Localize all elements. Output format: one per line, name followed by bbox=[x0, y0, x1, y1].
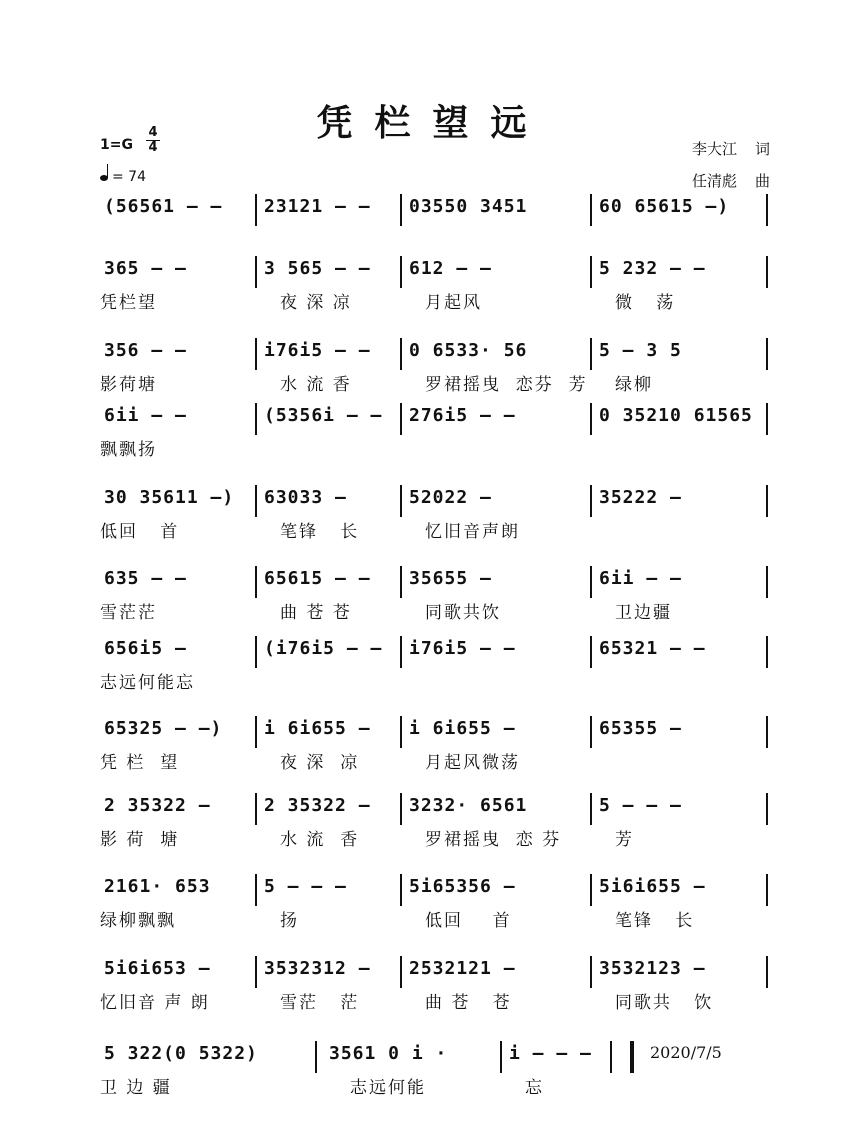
measure-notes: i76i5 — — bbox=[409, 638, 516, 659]
bar-line bbox=[500, 1041, 502, 1073]
bar-line bbox=[590, 485, 592, 517]
bar-line bbox=[400, 956, 402, 988]
measure-notes: 30 35611 —) bbox=[104, 487, 235, 508]
measure-notes: 65355 — bbox=[599, 718, 682, 739]
measure-notes: 65615 — — bbox=[264, 568, 371, 589]
measure-notes: 365 — — bbox=[104, 258, 187, 279]
bar-line bbox=[400, 256, 402, 288]
lyric-text: 卫 边 疆 bbox=[100, 1078, 172, 1098]
bar-line bbox=[255, 566, 257, 598]
measure-notes: 5 — — — bbox=[599, 795, 682, 816]
lyric-text: 凭栏望 bbox=[100, 293, 157, 313]
tempo-marking bbox=[100, 169, 146, 185]
measure-notes: 3532312 — bbox=[264, 958, 371, 979]
bar-line bbox=[255, 403, 257, 435]
measure-notes: 0 35210 61565 bbox=[599, 405, 753, 426]
measure-notes: 35655 — bbox=[409, 568, 492, 589]
lyric-text: 同歌共饮 bbox=[425, 603, 501, 623]
bar-line bbox=[590, 874, 592, 906]
bar-line bbox=[766, 793, 768, 825]
bar-line bbox=[610, 1041, 612, 1073]
measure-notes: 6ii — — bbox=[599, 568, 682, 589]
bar-line bbox=[766, 256, 768, 288]
bar-line bbox=[255, 793, 257, 825]
lyric-text: 曲 苍 苍 bbox=[425, 993, 512, 1013]
lyric-text: 月起风微荡 bbox=[425, 753, 520, 773]
lyric-text: 月起风 bbox=[425, 293, 482, 313]
measure-notes: i 6i655 — bbox=[409, 718, 516, 739]
lyric-text: 夜 深 凉 bbox=[280, 293, 352, 313]
lyric-text: 低回 首 bbox=[425, 911, 512, 931]
lyricist-credit bbox=[692, 138, 770, 159]
lyric-text: 芳 bbox=[615, 830, 634, 850]
measure-notes: (5356i — — bbox=[264, 405, 383, 426]
composer-name: 任清彪 bbox=[691, 172, 737, 190]
bar-line bbox=[400, 793, 402, 825]
bar-line bbox=[590, 956, 592, 988]
measure-notes: 3232· 6561 bbox=[409, 795, 528, 816]
measure-notes: 63033 — bbox=[264, 487, 347, 508]
bar-line bbox=[590, 338, 592, 370]
bar-line bbox=[590, 403, 592, 435]
bar-line bbox=[255, 956, 257, 988]
bar-line bbox=[400, 338, 402, 370]
measure-notes: i 6i655 — bbox=[264, 718, 371, 739]
measure-notes: (i76i5 — — bbox=[264, 638, 383, 659]
time-signature-top: 4 bbox=[146, 126, 160, 141]
bar-line bbox=[255, 636, 257, 668]
measure-notes: 5i6i655 — bbox=[599, 876, 706, 897]
bar-line bbox=[400, 485, 402, 517]
lyric-text: 志远何能忘 bbox=[100, 673, 195, 693]
bar-line bbox=[766, 403, 768, 435]
bar-line bbox=[255, 716, 257, 748]
measure-notes: 2 35322 — bbox=[104, 795, 211, 816]
measure-notes: 356 — — bbox=[104, 340, 187, 361]
measure-notes: (56561 — — bbox=[104, 196, 223, 217]
measure-notes: 5 — 3 5 bbox=[599, 340, 682, 361]
bar-line bbox=[766, 716, 768, 748]
lyric-text: 水 流 香 bbox=[280, 375, 352, 395]
composer-role: 曲 bbox=[754, 172, 770, 190]
lyric-text: 笔锋 长 bbox=[280, 522, 360, 542]
bar-line bbox=[766, 194, 768, 226]
measure-notes: 5 232 — — bbox=[599, 258, 706, 279]
bar-line bbox=[255, 194, 257, 226]
lyric-text: 凭 栏 望 bbox=[100, 753, 180, 773]
lyric-text: 绿柳飘飘 bbox=[100, 911, 176, 931]
lyric-text: 忆旧音声朗 bbox=[425, 522, 520, 542]
song-title: 凭栏望远 bbox=[316, 102, 549, 144]
lyric-text: 水 流 香 bbox=[280, 830, 360, 850]
bar-line bbox=[590, 194, 592, 226]
lyric-text: 夜 深 凉 bbox=[280, 753, 360, 773]
measure-notes: 35222 — bbox=[599, 487, 682, 508]
measure-notes: 5i6i653 — bbox=[104, 958, 211, 979]
measure-notes: 03550 3451 bbox=[409, 196, 528, 217]
key-signature: 1=G bbox=[100, 137, 133, 153]
lyric-text: 雪茫 茫 bbox=[280, 993, 360, 1013]
bar-line bbox=[400, 636, 402, 668]
bar-line bbox=[590, 566, 592, 598]
measure-notes: 52022 — bbox=[409, 487, 492, 508]
lyric-text: 罗裙摇曳 恋 芬 bbox=[425, 830, 562, 850]
lyric-text: 扬 bbox=[280, 911, 299, 931]
bar-line bbox=[400, 566, 402, 598]
lyric-text: 罗裙摇曳 恋芬 芳 bbox=[425, 375, 588, 395]
bar-line bbox=[255, 256, 257, 288]
bar-line bbox=[255, 485, 257, 517]
lyric-text: 卫边疆 bbox=[615, 603, 672, 623]
bar-line bbox=[590, 636, 592, 668]
measure-notes: 65325 — —) bbox=[104, 718, 223, 739]
lyric-text: 志远何能 bbox=[350, 1078, 426, 1098]
bar-line bbox=[400, 874, 402, 906]
measure-notes: 23121 — — bbox=[264, 196, 371, 217]
bar-line bbox=[766, 956, 768, 988]
bar-line bbox=[315, 1041, 317, 1073]
lyric-text: 影 荷 塘 bbox=[100, 830, 180, 850]
bar-line bbox=[766, 566, 768, 598]
bar-line bbox=[590, 793, 592, 825]
measure-notes: i76i5 — — bbox=[264, 340, 371, 361]
time-signature bbox=[146, 126, 160, 155]
measure-notes: 635 — — bbox=[104, 568, 187, 589]
bar-line bbox=[400, 403, 402, 435]
measure-notes: 656i5 — bbox=[104, 638, 187, 659]
measure-notes: 3561 0 i · bbox=[329, 1043, 448, 1064]
measure-notes: 65321 — — bbox=[599, 638, 706, 659]
measure-notes: i — — — bbox=[509, 1043, 592, 1064]
measure-notes: 5i65356 — bbox=[409, 876, 516, 897]
bar-line bbox=[766, 636, 768, 668]
measure-notes: 0 6533· 56 bbox=[409, 340, 528, 361]
lyric-text: 微 荡 bbox=[615, 293, 676, 313]
composer-credit bbox=[692, 170, 770, 191]
bar-line bbox=[590, 256, 592, 288]
lyric-text: 曲 苍 苍 bbox=[280, 603, 352, 623]
bar-line bbox=[255, 338, 257, 370]
bar-line bbox=[766, 874, 768, 906]
measure-notes: 5 — — — bbox=[264, 876, 347, 897]
final-bar-line bbox=[630, 1041, 634, 1073]
bar-line bbox=[255, 874, 257, 906]
lyric-text: 忘 bbox=[525, 1078, 544, 1098]
bar-line bbox=[400, 194, 402, 226]
lyric-text: 同歌共 饮 bbox=[615, 993, 714, 1013]
lyric-text: 飘飘扬 bbox=[100, 440, 157, 460]
lyricist-name: 李大江 bbox=[691, 140, 737, 158]
date: 2020/7/5 bbox=[650, 1043, 722, 1062]
measure-notes: 2161· 653 bbox=[104, 876, 211, 897]
bar-line bbox=[766, 485, 768, 517]
lyric-text: 影荷塘 bbox=[100, 375, 157, 395]
lyric-text: 绿柳 bbox=[615, 375, 653, 395]
measure-notes: 2532121 — bbox=[409, 958, 516, 979]
bar-line bbox=[400, 716, 402, 748]
lyric-text: 笔锋 长 bbox=[615, 911, 695, 931]
measure-notes: 5 322(0 5322) bbox=[104, 1043, 258, 1064]
measure-notes: 276i5 — — bbox=[409, 405, 516, 426]
measure-notes: 6ii — — bbox=[104, 405, 187, 426]
measure-notes: 612 — — bbox=[409, 258, 492, 279]
lyric-text: 忆旧音 声 朗 bbox=[100, 993, 210, 1013]
measure-notes: 3532123 — bbox=[599, 958, 706, 979]
lyric-text: 雪茫茫 bbox=[100, 603, 157, 623]
bar-line bbox=[766, 338, 768, 370]
lyricist-role: 词 bbox=[754, 140, 770, 158]
tempo-value: = 74 bbox=[112, 169, 146, 185]
quarter-note-icon bbox=[100, 175, 108, 181]
bar-line bbox=[590, 716, 592, 748]
lyric-text: 低回 首 bbox=[100, 522, 180, 542]
measure-notes: 2 35322 — bbox=[264, 795, 371, 816]
measure-notes: 60 65615 —) bbox=[599, 196, 730, 217]
time-signature-bottom: 4 bbox=[148, 140, 158, 155]
measure-notes: 3 565 — — bbox=[264, 258, 371, 279]
